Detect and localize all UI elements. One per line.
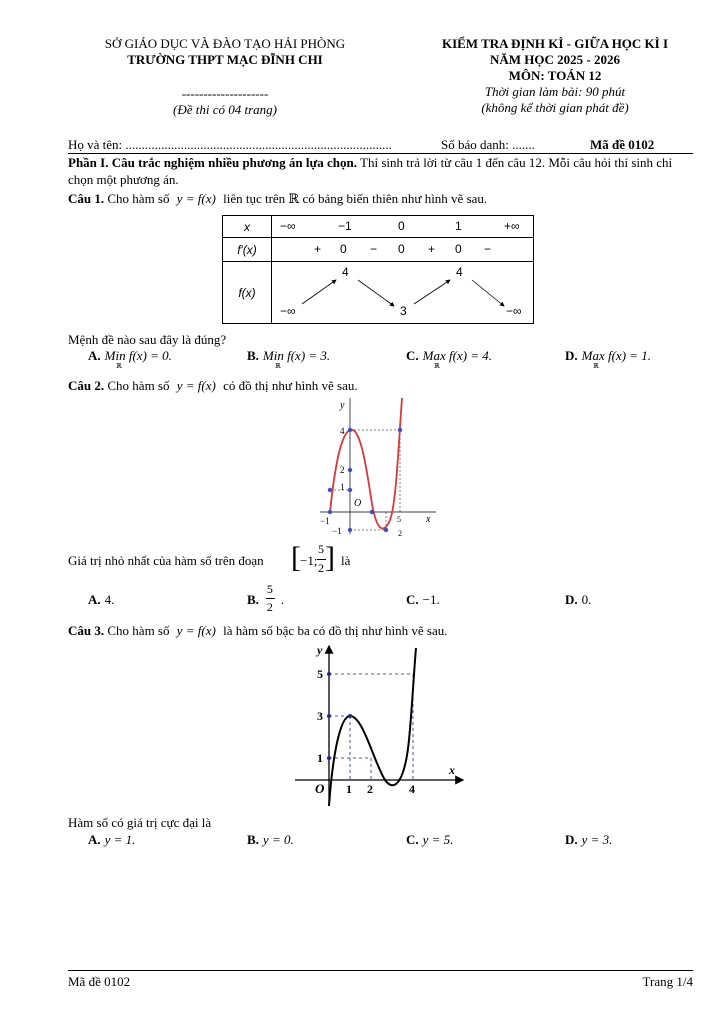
q2-tick-2: 2 bbox=[340, 465, 345, 475]
q2-tick-2b: 2 bbox=[398, 529, 402, 538]
vt-fp-3: 0 bbox=[398, 242, 405, 256]
q3-answer-a[interactable]: A. y = 1. bbox=[88, 832, 136, 847]
q2-interval bbox=[291, 542, 333, 578]
vt-f-3: 4 bbox=[456, 265, 463, 279]
student-id-field: Số báo danh: ....... bbox=[441, 137, 535, 152]
q1-text-a: Cho hàm số bbox=[107, 191, 170, 206]
q3-y-label: y bbox=[317, 643, 323, 657]
q3-ytick-5: 5 bbox=[317, 667, 323, 681]
vt-x-1: −1 bbox=[338, 219, 352, 233]
q3-stem bbox=[68, 622, 693, 639]
q3-answer-b[interactable]: B. y = 0. bbox=[247, 832, 294, 847]
time-note: (không kể thời gian phát đề) bbox=[481, 100, 629, 115]
vt-arrows bbox=[272, 262, 534, 324]
q3-text-b: là hàm số bậc ba có đồ thị như hình vẽ sau. bbox=[223, 623, 448, 638]
part1-title: Phần I. Câu trắc nghiệm nhiều phương án lựa chọn. bbox=[68, 155, 358, 170]
q2-interval-den: 2 bbox=[318, 561, 324, 575]
q2-interval-left: −1; bbox=[300, 553, 318, 568]
q2-graph bbox=[312, 394, 442, 538]
q2-stem bbox=[68, 377, 693, 394]
q2-curve bbox=[330, 398, 402, 528]
q3-xtick-1: 1 bbox=[346, 782, 352, 796]
q3-origin: O bbox=[315, 781, 325, 796]
q3-xtick-4: 4 bbox=[409, 782, 415, 796]
vt-f-1: 4 bbox=[342, 265, 349, 279]
footer-code: Mã đề 0102 bbox=[68, 974, 131, 989]
q1-label: Câu 1. bbox=[68, 191, 105, 206]
q2-bracket-right: ] bbox=[325, 541, 335, 574]
exam-title: KIỂM TRA ĐỊNH KÌ - GIỮA HỌC KÌ I bbox=[441, 36, 669, 51]
q2-tick-5: 5 bbox=[397, 515, 401, 524]
q2-tick-xm1: −1 bbox=[320, 516, 330, 526]
header-dashes: -------------------- bbox=[181, 86, 269, 101]
q2-tick-1: 1 bbox=[340, 482, 345, 492]
q1-question: Mệnh đề nào sau đây là đúng? bbox=[68, 332, 227, 347]
q1-answer-b[interactable]: B. Min f(x) = 3. ℝ bbox=[247, 348, 331, 370]
part1-instruction: Thí sinh trả lời từ câu 1 đến câu 12. Mỗi câu hỏi thí sinh chỉ chọn một phương án. bbox=[68, 155, 673, 187]
vt-fp-row bbox=[272, 238, 534, 262]
student-name-field: Họ và tên: .................................................................................. bbox=[68, 137, 392, 152]
vt-x-3: 1 bbox=[455, 219, 462, 233]
vt-x-row bbox=[272, 216, 534, 238]
department-name: SỞ GIÁO DỤC VÀ ĐÀO TẠO HẢI PHÒNG bbox=[104, 36, 346, 51]
vt-fp-6: − bbox=[484, 242, 492, 256]
vt-f-2: 3 bbox=[400, 304, 407, 318]
q2-y-label: y bbox=[340, 400, 345, 411]
q2-interval-num: 5 bbox=[318, 542, 324, 556]
vt-x-2: 0 bbox=[398, 219, 405, 233]
vt-f-4: −∞ bbox=[506, 304, 522, 318]
q1-answer-c[interactable]: C. Max f(x) = 4. ℝ bbox=[406, 348, 493, 370]
q2-answer-b[interactable]: B. $\frac{5}{2}$ . bbox=[247, 582, 285, 614]
q1-stem bbox=[68, 190, 693, 207]
footer-rule bbox=[68, 970, 693, 971]
q2-answer-c[interactable]: C. −1. bbox=[406, 592, 440, 607]
school-year: NĂM HỌC 2025 - 2026 bbox=[490, 52, 620, 67]
q3-label: Câu 3. bbox=[68, 623, 105, 638]
q3-x-label: x bbox=[449, 763, 455, 777]
q2-answer-d[interactable]: D. 0. bbox=[565, 592, 592, 607]
vt-f-label: f(x) bbox=[223, 262, 272, 324]
q1-answer-a[interactable]: A. Min f(x) = 0. ℝ bbox=[88, 348, 172, 370]
school-name: TRƯỜNG THPT MẠC ĐĨNH CHI bbox=[127, 52, 323, 67]
q3-answer-d[interactable]: D. y = 3. bbox=[565, 832, 613, 847]
q3-ytick-1: 1 bbox=[317, 751, 323, 765]
q2-func: y = f(x) bbox=[176, 378, 216, 393]
q2-tick-4: 4 bbox=[340, 426, 345, 436]
q2-origin: O bbox=[354, 498, 362, 509]
variation-table bbox=[222, 215, 534, 324]
q1-answers bbox=[88, 348, 708, 368]
q2-x-label: x bbox=[426, 514, 431, 525]
q2-question: Giá trị nhỏ nhất của hàm số trên đoạn bbox=[68, 553, 264, 568]
q3-xtick-2: 2 bbox=[367, 782, 373, 796]
q2-text-b: có đồ thị như hình vẽ sau. bbox=[223, 378, 358, 393]
part1-intro bbox=[68, 154, 693, 188]
vt-fp-label: f′(x) bbox=[223, 238, 272, 262]
q3-answers bbox=[88, 832, 708, 852]
q1-answer-d[interactable]: D. Max f(x) = 1. ℝ bbox=[565, 348, 652, 370]
q2-tick-ym1: −1 bbox=[332, 526, 342, 536]
subject: MÔN: TOÁN 12 bbox=[508, 68, 602, 83]
q3-graph bbox=[293, 640, 468, 810]
pages-note: (Đề thi có 04 trang) bbox=[173, 102, 277, 117]
vt-fp-0: + bbox=[314, 242, 322, 256]
vt-fp-5: 0 bbox=[455, 242, 462, 256]
vt-fp-4: + bbox=[428, 242, 436, 256]
q1-text-b: liên tục trên ℝ có bảng biến thiên như hình vẽ sau. bbox=[223, 191, 488, 206]
q3-ytick-3: 3 bbox=[317, 709, 323, 723]
exam-time: Thời gian làm bài: 90 phút bbox=[484, 84, 626, 99]
q3-question: Hàm số có giá trị cực đại là bbox=[68, 815, 212, 830]
q2-text-a: Cho hàm số bbox=[107, 378, 170, 393]
vt-fp-2: − bbox=[370, 242, 378, 256]
vt-x-4: +∞ bbox=[504, 219, 520, 233]
q2-answer-a[interactable]: A. 4. bbox=[88, 592, 115, 607]
header-right bbox=[395, 36, 715, 116]
vt-x-label: x bbox=[223, 216, 272, 238]
vt-fp-1: 0 bbox=[340, 242, 347, 256]
vt-x-0: −∞ bbox=[280, 219, 296, 233]
q2-question-end: là bbox=[341, 553, 351, 568]
q3-text-a: Cho hàm số bbox=[107, 623, 170, 638]
exam-code: Mã đề 0102 bbox=[590, 137, 655, 152]
q1-func: y = f(x) bbox=[176, 191, 216, 206]
q3-answer-c[interactable]: C. y = 5. bbox=[406, 832, 454, 847]
q2-answers bbox=[88, 582, 708, 618]
vt-f-0: −∞ bbox=[280, 304, 296, 318]
footer-page: Trang 1/4 bbox=[642, 974, 693, 989]
q3-func: y = f(x) bbox=[176, 623, 216, 638]
vt-f-row bbox=[272, 262, 534, 324]
q2-bracket-left: [ bbox=[291, 541, 301, 574]
header-left bbox=[80, 36, 370, 118]
q2-label: Câu 2. bbox=[68, 378, 105, 393]
